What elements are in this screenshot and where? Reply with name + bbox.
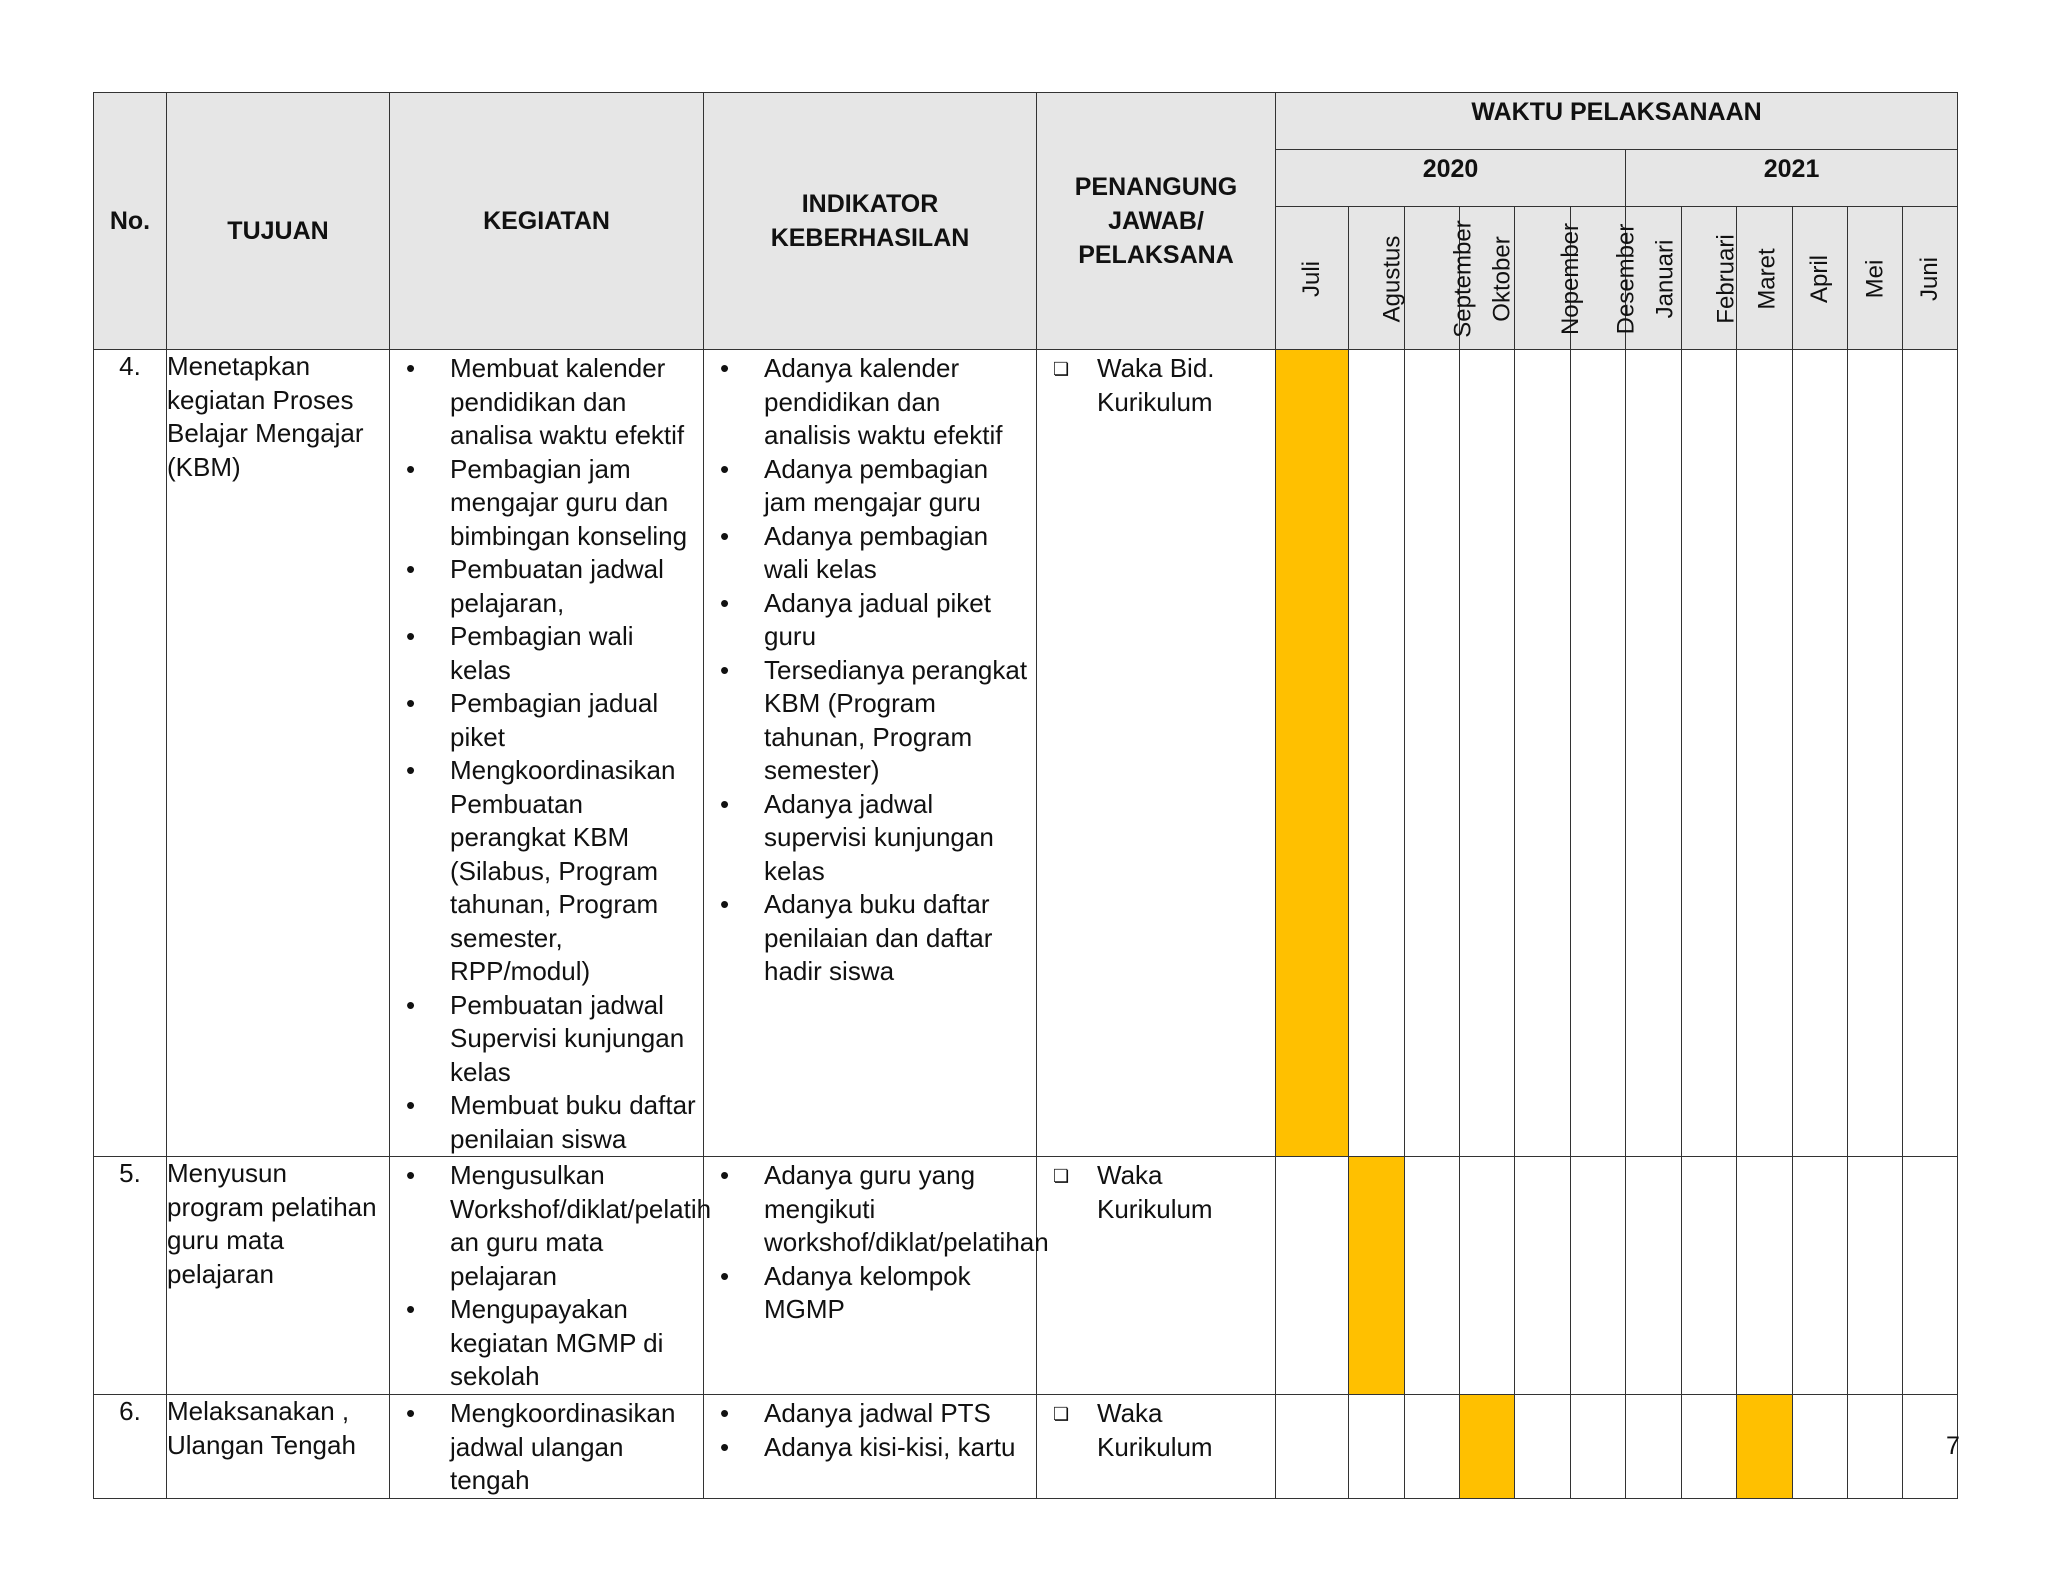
kegiatan-list (390, 1397, 703, 1498)
penanggung-jawab-item: ❏ Waka Bid. Kurikulum (1097, 352, 1269, 419)
kegiatan-item: • Membuat buku daftar penilaian siswa (450, 1089, 697, 1156)
kegiatan-item: • Mengusulkan Workshof/diklat/pelatih an guru mata pelajaran (450, 1159, 697, 1293)
kegiatan-item: • Pembuatan jadwal Supervisi kunjungan kelas (450, 989, 697, 1090)
indikator-item: • Tersedianya perangkat KBM (Program tahunan, Program semester) (764, 654, 1030, 788)
penanggung-jawab-cell (1037, 1157, 1276, 1395)
month-header-mei: Mei (1848, 207, 1903, 350)
kegiatan-item: • Mengkoordinasikan jadwal ulangan tengah (450, 1397, 697, 1498)
schedule-cell-juni (1903, 1157, 1958, 1395)
indikator-cell (704, 1395, 1037, 1499)
month-header-agustus: Agustus (1349, 207, 1405, 350)
indikator-list (704, 1159, 1049, 1327)
schedule-cell-mei (1848, 1395, 1903, 1499)
schedule-cell-desember (1571, 350, 1626, 1157)
schedule-cell-februari (1682, 1157, 1737, 1395)
tujuan-cell: Melaksanakan , Ulangan Tengah (167, 1395, 390, 1499)
month-header-januari: Januari (1626, 207, 1682, 350)
month-header-april: April (1793, 207, 1848, 350)
schedule-cell-juli (1276, 1157, 1349, 1395)
header-indikator: INDIKATOR KEBERHASILAN (704, 93, 1037, 350)
schedule-cell-april (1793, 1395, 1848, 1499)
month-header-juli: Juli (1276, 207, 1349, 350)
kegiatan-item: • Membuat kalender pendidikan dan analisa waktu efektif (450, 352, 697, 453)
row-number: 4. (94, 350, 167, 1157)
kegiatan-item: • Pembagian jam mengajar guru dan bimbingan konseling (450, 453, 697, 554)
schedule-cell-agustus (1349, 1395, 1405, 1499)
schedule-cell-april (1793, 1157, 1848, 1395)
indikator-item: • Adanya kelompok MGMP (764, 1260, 1030, 1327)
schedule-cell-oktober-active (1460, 1395, 1515, 1499)
header-tujuan: TUJUAN (167, 93, 390, 350)
month-header-oktober: Oktober (1460, 207, 1515, 350)
schedule-table (93, 92, 1958, 1499)
schedule-cell-maret (1737, 1157, 1793, 1395)
indikator-item: • Adanya jadual piket guru (764, 587, 1030, 654)
header-year-2020: 2020 (1276, 150, 1626, 207)
schedule-cell-agustus-active (1349, 1157, 1405, 1395)
month-header-september: September (1405, 207, 1460, 350)
header-no: No. (94, 93, 167, 350)
penanggung-jawab-item: ❏ Waka Kurikulum (1097, 1397, 1269, 1464)
header-kegiatan: KEGIATAN (390, 93, 704, 350)
schedule-cell-mei (1848, 350, 1903, 1157)
month-header-nopember: Nopember (1515, 207, 1571, 350)
schedule-cell-januari (1626, 1395, 1682, 1499)
month-header-februari: Februari (1682, 207, 1737, 350)
month-header-desember: Desember (1571, 207, 1626, 350)
indikator-item: • Adanya kalender pendidikan dan analisis waktu efektif (764, 352, 1030, 453)
schedule-cell-oktober (1460, 1157, 1515, 1395)
kegiatan-item: • Pembagian jadual piket (450, 687, 697, 754)
kegiatan-item: • Mengkoordinasikan Pembuatan perangkat KBM (Silabus, Program tahunan, Program semester, RPP/modul) (450, 754, 697, 989)
schedule-cell-desember (1571, 1157, 1626, 1395)
penanggung-jawab-item: ❏ Waka Kurikulum (1097, 1159, 1269, 1226)
table-row (94, 1157, 1958, 1395)
schedule-cell-nopember (1515, 1395, 1571, 1499)
schedule-cell-januari (1626, 1157, 1682, 1395)
kegiatan-cell (390, 1395, 704, 1499)
penanggung-jawab-list (1037, 352, 1275, 419)
header-year-2021: 2021 (1626, 150, 1958, 207)
schedule-cell-desember (1571, 1395, 1626, 1499)
schedule-cell-juni (1903, 350, 1958, 1157)
schedule-cell-januari (1626, 350, 1682, 1157)
indikator-item: • Adanya kisi-kisi, kartu (764, 1431, 1030, 1465)
schedule-cell-nopember (1515, 350, 1571, 1157)
penanggung-jawab-cell (1037, 1395, 1276, 1499)
schedule-cell-februari (1682, 350, 1737, 1157)
schedule-cell-juli (1276, 1395, 1349, 1499)
schedule-cell-maret (1737, 350, 1793, 1157)
penanggung-jawab-list (1037, 1397, 1275, 1464)
kegiatan-cell (390, 350, 704, 1157)
indikator-item: • Adanya jadwal PTS (764, 1397, 1030, 1431)
row-number: 6. (94, 1395, 167, 1499)
indikator-item: • Adanya pembagian jam mengajar guru (764, 453, 1030, 520)
schedule-cell-juli-active (1276, 350, 1349, 1157)
indikator-item: • Adanya jadwal supervisi kunjungan kelas (764, 788, 1030, 889)
kegiatan-cell (390, 1157, 712, 1395)
table-row (94, 1395, 1958, 1499)
schedule-cell-september (1405, 1395, 1460, 1499)
month-header-maret: Maret (1737, 207, 1793, 350)
schedule-cell-februari (1682, 1395, 1737, 1499)
table-row (94, 350, 1958, 1157)
month-header-juni: Juni (1903, 207, 1958, 350)
kegiatan-item: • Mengupayakan kegiatan MGMP di sekolah (450, 1293, 697, 1394)
penanggung-jawab-cell (1037, 350, 1276, 1157)
schedule-cell-nopember (1515, 1157, 1571, 1395)
indikator-item: • Adanya buku daftar penilaian dan daftar hadir siswa (764, 888, 1030, 989)
indikator-cell (704, 350, 1037, 1157)
kegiatan-item: • Pembagian wali kelas (450, 620, 697, 687)
header-waktu: WAKTU PELAKSANAAN (1276, 93, 1958, 150)
penanggung-jawab-list (1037, 1159, 1275, 1226)
schedule-cell-mei (1848, 1157, 1903, 1395)
indikator-cell (704, 1157, 1049, 1395)
header-pj-line2: JAWAB/ (1108, 207, 1204, 235)
row-number: 5. (94, 1157, 167, 1395)
schedule-cell-agustus (1349, 350, 1405, 1157)
indikator-item: • Adanya pembagian wali kelas (764, 520, 1030, 587)
indikator-item: • Adanya guru yang mengikuti workshof/diklat/pelatihan (764, 1159, 1030, 1260)
kegiatan-list (390, 1159, 712, 1394)
kegiatan-item: • Pembuatan jadwal pelajaran, (450, 553, 697, 620)
schedule-cell-september (1405, 1157, 1460, 1395)
tujuan-cell: Menyusun program pelatihan guru mata pelajaran (167, 1157, 390, 1395)
header-pj-line3: PELAKSANA (1078, 241, 1234, 269)
schedule-cell-april (1793, 350, 1848, 1157)
schedule-cell-maret-active (1737, 1395, 1793, 1499)
indikator-list (704, 1397, 1036, 1464)
kegiatan-list (390, 352, 703, 1156)
tujuan-cell: Menetapkan kegiatan Proses Belajar Mengajar (KBM) (167, 350, 390, 1157)
indikator-list (704, 352, 1036, 989)
page-number: 7 (1946, 1432, 1960, 1460)
schedule-cell-september (1405, 350, 1460, 1157)
header-pj-line1: PENANGUNG (1074, 173, 1238, 201)
schedule-cell-oktober (1460, 350, 1515, 1157)
header-penanggung-jawab (1037, 93, 1276, 350)
